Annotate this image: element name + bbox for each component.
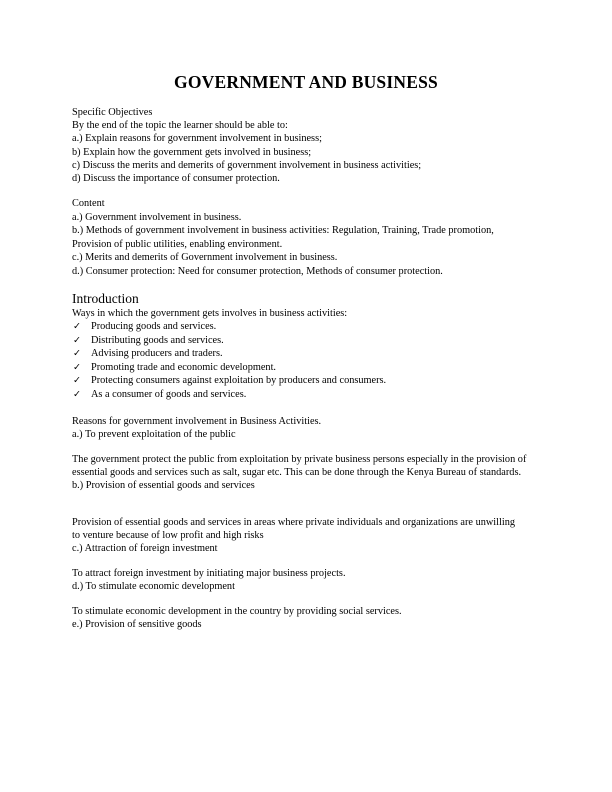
reason-c-block xyxy=(72,567,542,593)
objectives-intro: By the end of the topic the learner should be able to: xyxy=(72,120,288,132)
introduction-section xyxy=(72,291,542,401)
check-icon: ✓ xyxy=(73,375,81,387)
reason-text: To stimulate economic development in the country by providing social services. xyxy=(72,606,402,617)
reason-d-block xyxy=(72,605,542,631)
objectives-heading: Specific Objectives xyxy=(72,107,153,118)
reason-title: a.) To prevent exploitation of the public xyxy=(72,429,236,441)
objective-item: a.) Explain reasons for government involvement in business; xyxy=(72,133,322,145)
list-item: ✓ Producing goods and services. xyxy=(73,321,217,333)
page-title: GOVERNMENT AND BUSINESS xyxy=(174,72,438,92)
content-section xyxy=(72,197,534,279)
introduction-heading: Introduction xyxy=(72,291,139,306)
reason-text: The government protect the public from exploitation by private business persons especially in the provision of essential goods and services such as salt, sugar etc. This can be done through the Kenya Bureau of standards. xyxy=(72,454,527,479)
list-item: ✓ Protecting consumers against exploitation by producers and consumers. xyxy=(73,375,387,387)
list-item: ✓ Distributing goods and services. xyxy=(73,334,224,346)
objective-item: c) Discuss the merits and demerits of government involvement in business activities; xyxy=(72,159,422,171)
reason-a-block xyxy=(72,453,527,493)
check-icon: ✓ xyxy=(73,334,81,346)
content-item: c.) Merits and demerits of Government involvement in business. xyxy=(72,252,338,264)
reasons-heading: Reasons for government involvement in Business Activities. xyxy=(72,416,322,427)
content-item: a.) Government involvement in business. xyxy=(72,211,242,223)
reason-title: c.) Attraction of foreign investment xyxy=(72,543,218,555)
reason-title: b.) Provision of essential goods and services xyxy=(72,480,255,492)
check-icon: ✓ xyxy=(73,321,81,333)
list-item: ✓ Advising producers and traders. xyxy=(73,348,223,360)
content-item: b.) Methods of government involvement in business activities: Regulation, Training, Trade promotion, Provision of public utilities, enabling environment. xyxy=(72,225,494,250)
check-icon: ✓ xyxy=(73,361,81,373)
list-item: ✓ As a consumer of goods and services. xyxy=(73,388,247,400)
introduction-list xyxy=(72,320,542,401)
objective-item: d) Discuss the importance of consumer protection. xyxy=(72,173,280,185)
list-item: ✓ Promoting trade and economic development. xyxy=(73,361,277,373)
objective-item: b) Explain how the government gets involved in business; xyxy=(72,146,312,158)
reason-title: e.) Provision of sensitive goods xyxy=(72,619,202,631)
content-heading: Content xyxy=(72,198,105,209)
reason-text: To attract foreign investment by initiating major business projects. xyxy=(72,568,346,579)
check-icon: ✓ xyxy=(73,348,81,360)
reason-b-block xyxy=(72,516,520,556)
reasons-section xyxy=(72,415,542,441)
check-icon: ✓ xyxy=(73,388,81,400)
introduction-lead: Ways in which the government gets involves in business activities: xyxy=(72,308,348,319)
reason-text: Provision of essential goods and services in areas where private individuals and organizations are unwilling to venture because of low profit and high risks xyxy=(72,517,516,542)
objectives-section xyxy=(72,106,542,185)
content-item: d.) Consumer protection: Need for consumer protection, Methods of consumer protection. xyxy=(72,265,443,277)
reason-title: d.) To stimulate economic development xyxy=(72,581,235,593)
